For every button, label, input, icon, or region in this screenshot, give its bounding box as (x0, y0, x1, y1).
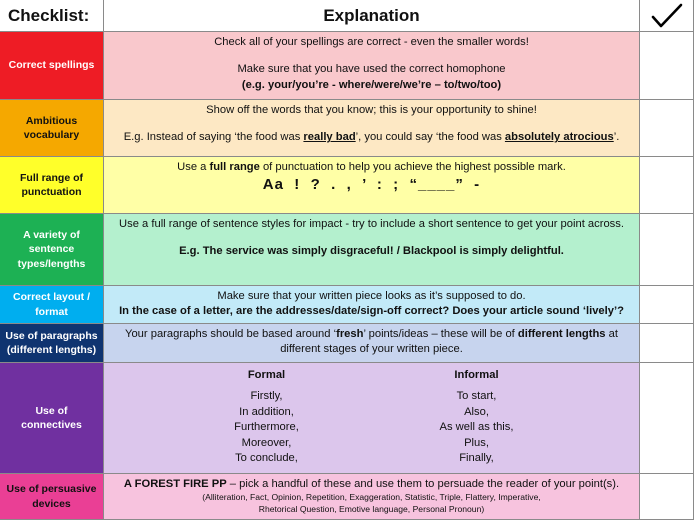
explanation-line: different stages of your written piece. (280, 343, 463, 356)
explanation-text: ’ points/ideas – these will be of (363, 328, 518, 340)
explanation-line: Make sure that your written piece looks as it’s supposed to do. (217, 290, 526, 302)
tick-box-paragraphs[interactable] (640, 324, 694, 363)
tick-box-connectives[interactable] (640, 363, 694, 474)
devices-list: (Alliteration, Fact, Opinion, Repetition, Exaggeration, Statistic, Triple, Flattery, Imperative, (202, 492, 541, 503)
connective-item: To conclude, (235, 452, 298, 465)
explanation-text: Use a (177, 161, 210, 173)
fresh-emphasis: fresh (336, 328, 364, 340)
label-ambitious-vocabulary (0, 100, 104, 157)
vocabulary-example (114, 130, 629, 145)
explanation-line (114, 160, 629, 175)
connective-item: As well as this, (439, 421, 514, 434)
label-text: A variety of sentence types/lengths (17, 229, 86, 270)
tick-header (640, 0, 694, 32)
explanation-line: Use a full range of sentence styles for impact - try to include a short sentence to get your point across. (119, 218, 624, 230)
explanation-text: – pick a handful of these and use them to persuade the reader of your point(s). (226, 478, 620, 490)
connective-item: Moreover, (241, 436, 292, 449)
devices-list: Rhetorical Question, Emotive language, Personal Pronoun) (258, 504, 485, 515)
explanation-text: at (605, 328, 618, 340)
label-sentence-types (0, 214, 104, 286)
explanation-persuasive-devices (104, 474, 640, 520)
label-text: Full range of punctuation (20, 171, 83, 198)
check-mark-icon (650, 3, 684, 29)
connective-item: Plus, (464, 436, 489, 449)
punctuation-symbols: Aa ! ? . , ’ : ; “____” - (262, 176, 481, 194)
label-full-range-punctuation (0, 157, 104, 214)
full-range-emphasis: full range (209, 161, 260, 173)
explanation-connectives (104, 363, 640, 474)
explanation-line (114, 477, 629, 492)
tick-box-layout[interactable] (640, 286, 694, 324)
connective-item: To start, (456, 390, 497, 403)
label-text: Ambitious vocabulary (23, 114, 80, 141)
connective-item: In addition, (239, 405, 294, 418)
tick-box-correct-spellings[interactable] (640, 32, 694, 100)
connective-item: Furthermore, (234, 421, 299, 434)
connective-item: Finally, (459, 452, 494, 465)
explanation-punctuation (104, 157, 640, 214)
explanation-layout (104, 286, 640, 324)
explanation-ambitious-vocabulary (104, 100, 640, 157)
example-good: absolutely atrocious (504, 131, 614, 144)
label-persuasive-devices (0, 474, 104, 520)
informal-column (402, 368, 552, 467)
explanation-header: Explanation (104, 0, 640, 32)
tick-box-punctuation[interactable] (640, 157, 694, 214)
homophone-examples: (e.g. your/you’re - where/were/we’re – to/two/too) (241, 78, 502, 91)
acronym-emphasis: A FOREST FIRE PP (123, 478, 227, 490)
explanation-line: Show off the words that you know; this is your opportunity to shine! (206, 104, 537, 116)
label-text: Use of connectives (21, 404, 82, 431)
informal-heading: Informal (454, 369, 499, 381)
label-correct-layout (0, 286, 104, 324)
different-lengths-emphasis: different lengths (517, 328, 606, 340)
formal-heading: Formal (247, 369, 286, 381)
connective-item: Firstly, (250, 390, 283, 403)
sentence-examples: E.g. The service was simply disgraceful! / Blackpool is simply delightful. (179, 245, 564, 258)
label-text: Use of paragraphs (different lengths) (5, 329, 98, 356)
example-text: ’. (613, 131, 620, 144)
tick-box-persuasive-devices[interactable] (640, 474, 694, 520)
explanation-line: Make sure that you have used the correct homophone (237, 63, 506, 76)
tick-box-sentence-types[interactable] (640, 214, 694, 286)
label-text: Correct layout / format (12, 291, 91, 318)
explanation-text: of punctuation to help you achieve the highest possible mark. (259, 161, 566, 173)
example-bad: really bad (303, 131, 356, 144)
explanation-line (114, 327, 629, 342)
layout-question: In the case of a letter, are the addresses/date/sign-off correct? Does your article sound ‘lively’? (119, 305, 624, 318)
label-text: Correct spellings (8, 59, 95, 72)
label-connectives (0, 363, 104, 474)
formal-column (192, 368, 342, 467)
explanation-text: Your paragraphs should be based around ‘ (125, 328, 337, 340)
example-text: E.g. Instead of saying ‘the food was (123, 131, 304, 144)
explanation-sentence-types (104, 214, 640, 286)
example-text: ’, you could say ‘the food was (355, 131, 505, 144)
connective-item: Also, (464, 405, 489, 418)
label-text: Use of persuasive devices (6, 483, 97, 510)
explanation-line: Check all of your spellings are correct - even the smaller words! (214, 36, 529, 48)
explanation-correct-spellings (104, 32, 640, 100)
tick-box-ambitious-vocabulary[interactable] (640, 100, 694, 157)
connectives-columns (114, 368, 629, 467)
label-paragraphs (0, 324, 104, 363)
explanation-paragraphs (104, 324, 640, 363)
checklist-header: Checklist: (0, 0, 104, 32)
label-correct-spellings (0, 32, 104, 100)
